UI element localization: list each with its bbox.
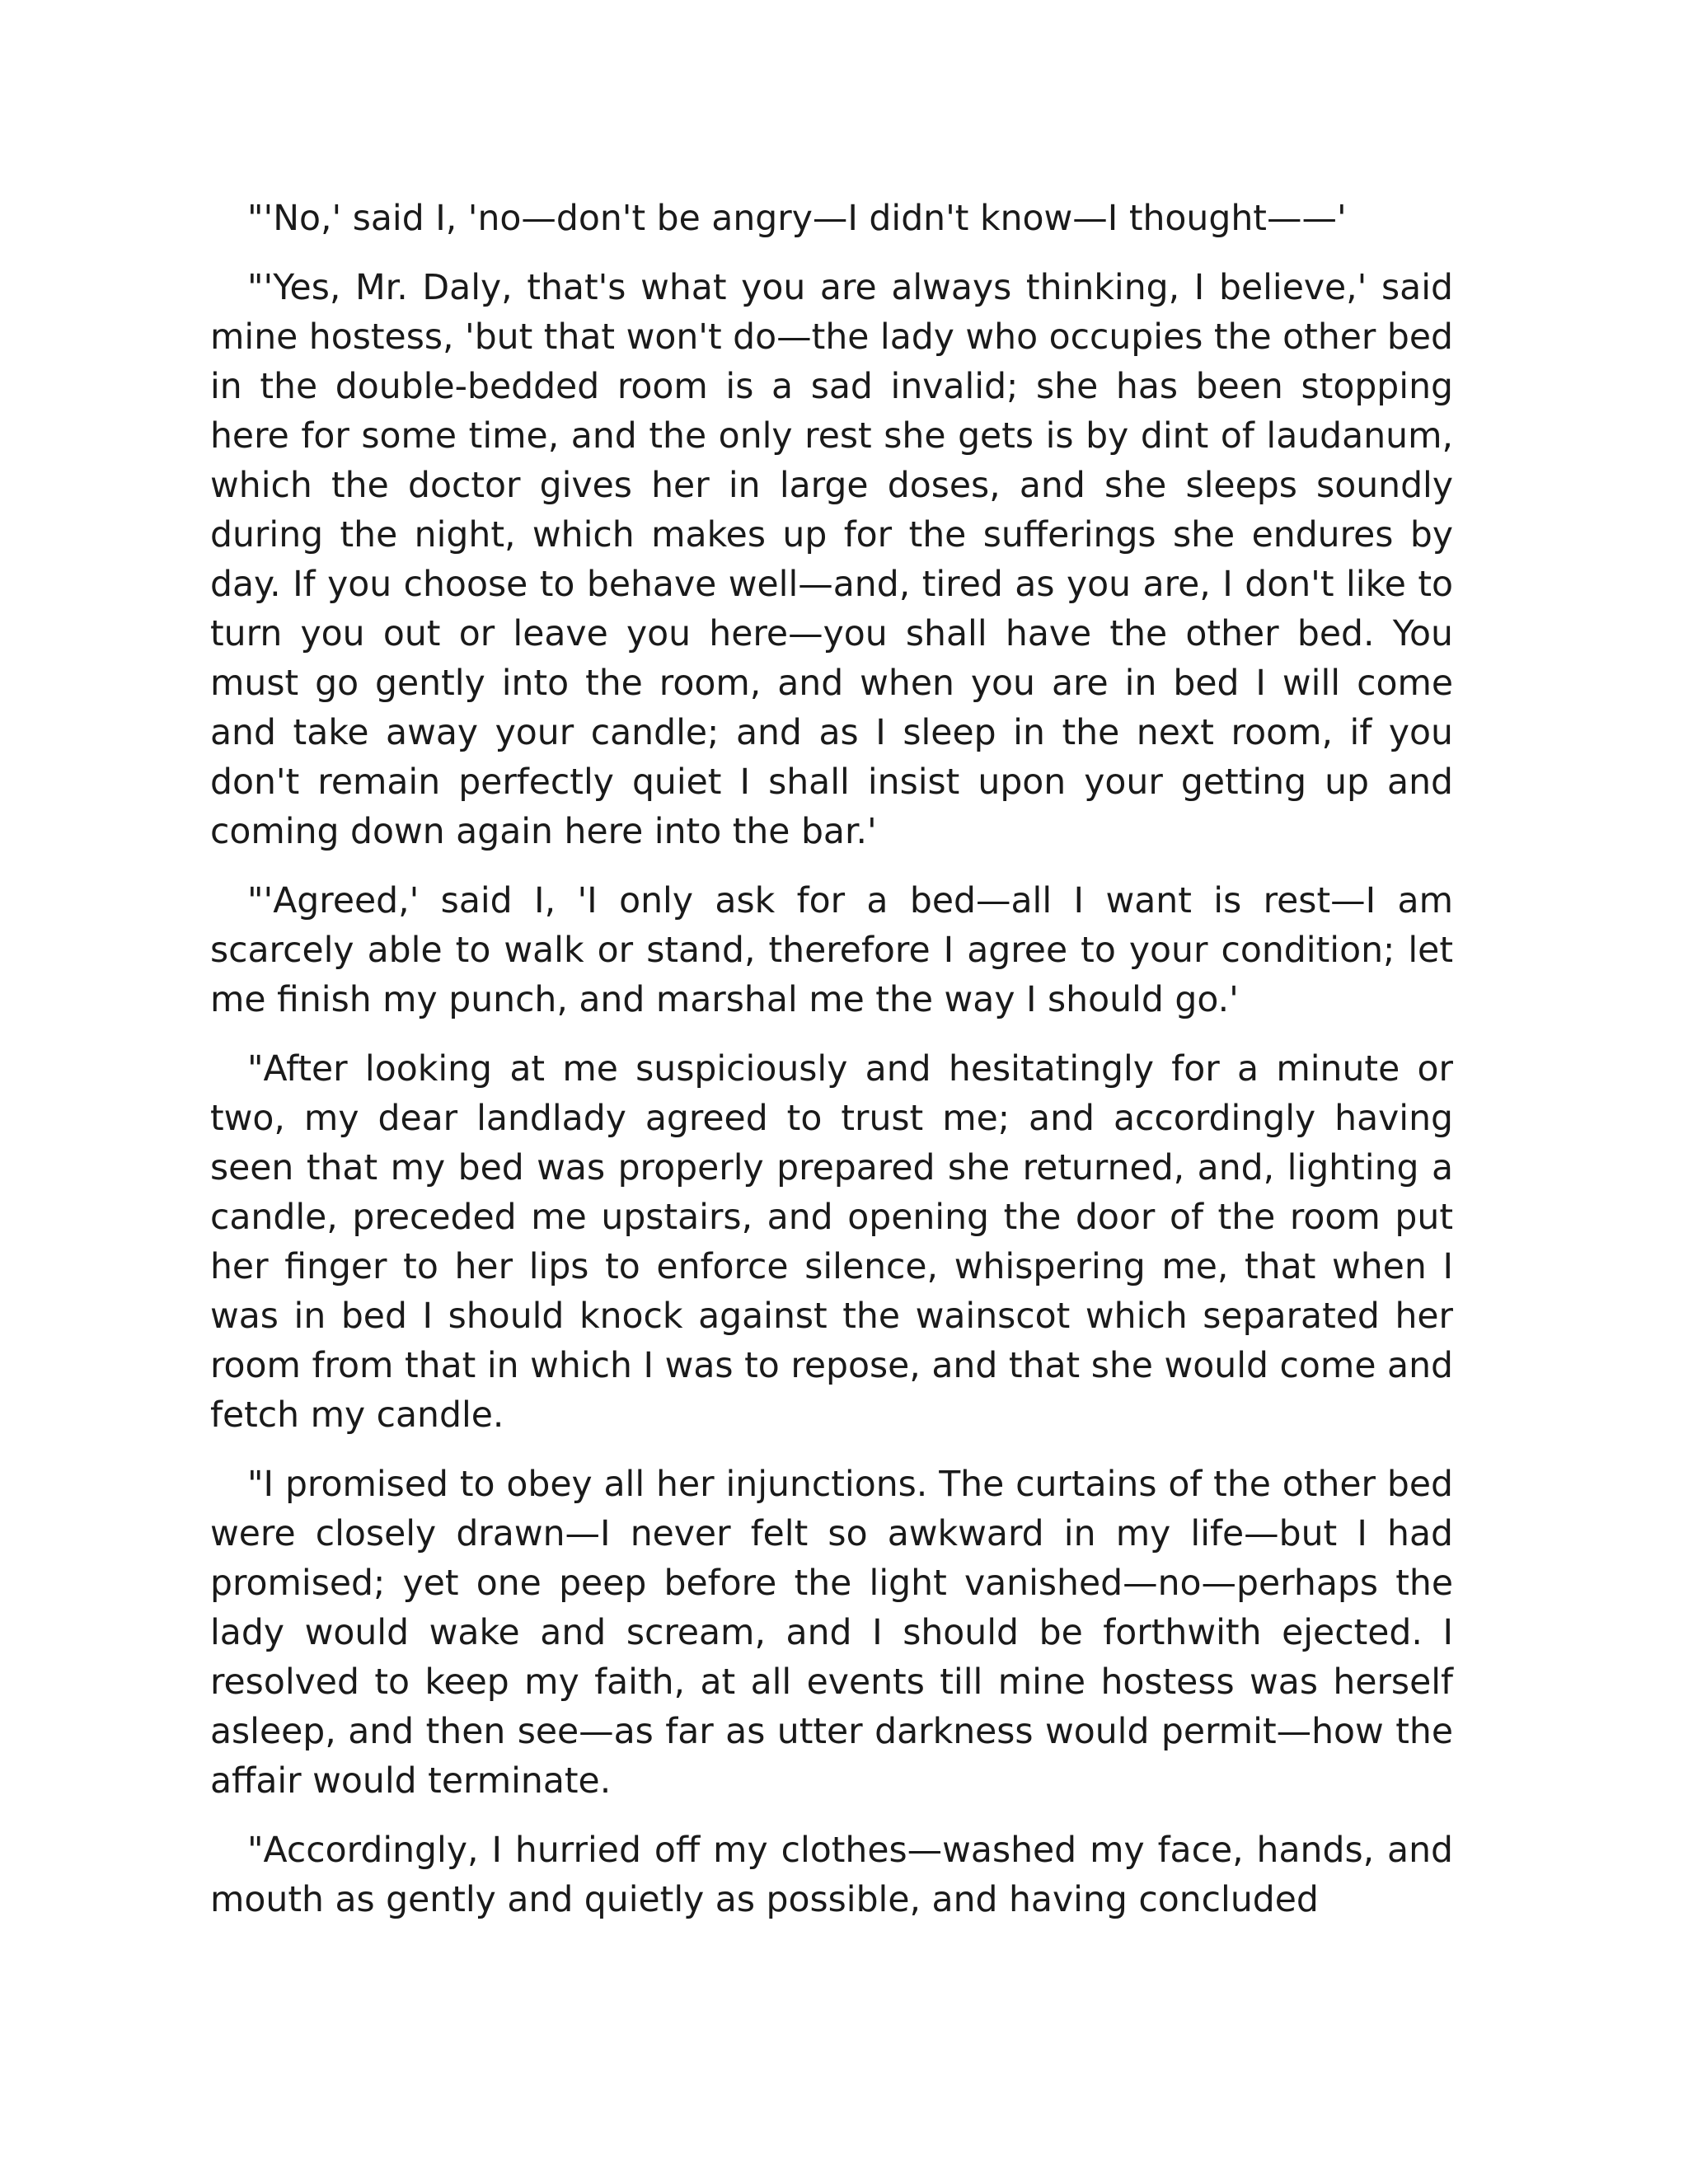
paragraph: "I promised to obey all her injunctions. The curtains of the other bed were closely drawn—I never felt so awkward in my life—but I had promised; yet one peep before the light vanished—no—perhaps the lady would wake and scream, and I should be forthwith ejected. I resolved to keep my faith, at all events till mine hostess was herself asleep, and then see—as far as utter darkness would permit—how the affair would terminate. bbox=[210, 1465, 1453, 1802]
paragraph: "Accordingly, I hurried off my clothes—washed my face, hands, and mouth as gently and quietly as possible, and having concluded bbox=[210, 1830, 1453, 1920]
paragraph: "'Agreed,' said I, 'I only ask for a bed—all I want is rest—I am scarcely able to walk or stand, therefore I agree to your condition; let me finish my punch, and marshal me the way I should go.' bbox=[210, 881, 1453, 1020]
paragraph: "After looking at me suspiciously and hesitatingly for a minute or two, my dear landlady agreed to trust me; and accordingly having seen that my bed was properly prepared she returned, and, lighting a candle, preceded me upstairs, and opening the door of the room put her finger to her lips to enforce silence, whispering me, that when I was in bed I should knock against the wainscot which separated her room from that in which I was to repose, and that she would come and fetch my candle. bbox=[210, 1049, 1453, 1436]
page-body bbox=[210, 194, 1453, 1925]
paragraph: "'No,' said I, 'no—don't be angry—I didn't know—I thought——' bbox=[247, 199, 1347, 239]
paragraph: "'Yes, Mr. Daly, that's what you are always thinking, I believe,' said mine hostess, 'but that won't do—the lady who occupies the other bed in the double-bedded room is a sad invalid; she has been stopping here for some time, and the only rest she gets is by dint of laudanum, which the doctor gives her in large doses, and she sleeps soundly during the night, which makes up for the sufferings she endures by day. If you choose to behave well—and, tired as you are, I don't like to turn you out or leave you here—you shall have the other bed. You must go gently into the room, and when you are in bed I will come and take away your candle; and as I sleep in the next room, if you don't remain perfectly quiet I shall insist upon your getting up and coming down again here into the bar.' bbox=[210, 268, 1453, 852]
